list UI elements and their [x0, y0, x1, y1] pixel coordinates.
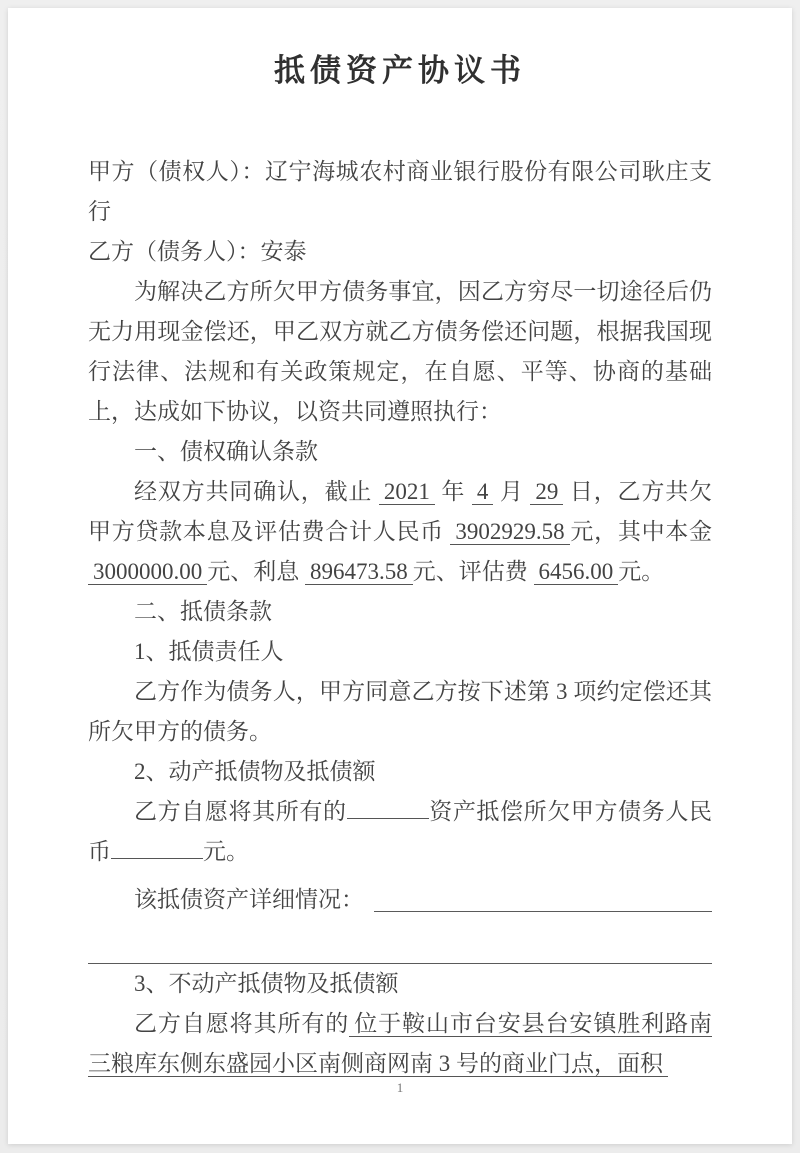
asset-detail-line: [88, 880, 712, 920]
fee-unit: 元。: [618, 559, 665, 584]
cutoff-year-value: 2021: [379, 479, 435, 505]
principal-value: 3000000.00: [88, 559, 207, 585]
item2-text-4: 元。: [203, 839, 249, 864]
asset-detail-blank-line2: [88, 930, 712, 964]
valuation-fee-label: 元、评估费: [412, 559, 528, 584]
preamble-paragraph: 为解决乙方所欠甲方债务事宜，因乙方穷尽一切途径后仍无力用现金偿还，甲乙双方就乙方债务偿还问题，根据我国现行法律、法规和有关政策规定，在自愿、平等、协商的基础上，达成如下协议，以资共同遵照执行：: [88, 279, 712, 424]
interest-value: 896473.58: [305, 559, 413, 585]
debt-sum-text: 日，乙方共欠甲方贷款本息及评估费合计人民币: [88, 479, 713, 544]
movable-asset-blank: [347, 793, 429, 819]
cutoff-month-value: 4: [472, 479, 494, 505]
party-a-line: [88, 152, 712, 232]
item2-heading: 2、动产抵债物及抵债额: [134, 759, 376, 784]
item2-body: [88, 792, 712, 872]
item1-heading: 1、抵债责任人: [134, 639, 284, 664]
year-unit: 年: [441, 479, 466, 504]
principal-label: 元，其中本金: [569, 519, 713, 544]
item3-body: [88, 1004, 712, 1084]
debt-confirm-text: 经双方共同确认，截止: [134, 479, 373, 504]
section1-paragraph: [88, 472, 712, 592]
item2-text-1: 乙方自愿将其所有的: [134, 799, 347, 824]
movable-amount-blank: [111, 833, 203, 859]
property-location-value: 位于鞍山市台安县台安镇胜利路南三粮库东侧东盛园小区南侧商网南 3 号的商业门点，面积: [88, 1011, 713, 1076]
party-b-label: 乙方（债务人）：: [88, 239, 261, 264]
cutoff-day-value: 29: [530, 479, 563, 505]
interest-label: 元、利息: [207, 559, 300, 584]
item3-text-1: 乙方自愿将其所有的: [134, 1011, 350, 1036]
document-title: 抵债资产协议书: [274, 53, 526, 88]
total-amount-value: 3902929.58: [450, 519, 569, 545]
document-page: [8, 8, 792, 1144]
party-a-name: 辽宁海城农村商业银行股份有限公司耿庄支行: [88, 159, 713, 224]
item3-heading: 3、不动产抵债物及抵债额: [134, 971, 399, 996]
party-b-name: 安泰: [260, 239, 307, 264]
section2-heading: 二、抵债条款: [134, 599, 272, 624]
asset-detail-blank: [374, 880, 712, 912]
party-a-label: 甲方（债权人）：: [88, 159, 265, 184]
valuation-fee-value: 6456.00: [534, 559, 619, 585]
item2-text-2: 资产抵偿所欠甲方债务人: [428, 799, 690, 824]
item2-text-3: 民币: [88, 799, 713, 864]
month-unit: 月: [499, 479, 524, 504]
item1-body: 乙方作为债务人，甲方同意乙方按下述第 3 项约定偿还其所欠甲方的债务。: [88, 679, 712, 744]
document-content: [8, 8, 792, 1084]
page-number: 1: [396, 1080, 404, 1095]
asset-detail-label: 该抵债资产详细情况：: [134, 887, 364, 912]
party-b-line: [88, 232, 712, 272]
section1-heading: 一、债权确认条款: [134, 439, 318, 464]
